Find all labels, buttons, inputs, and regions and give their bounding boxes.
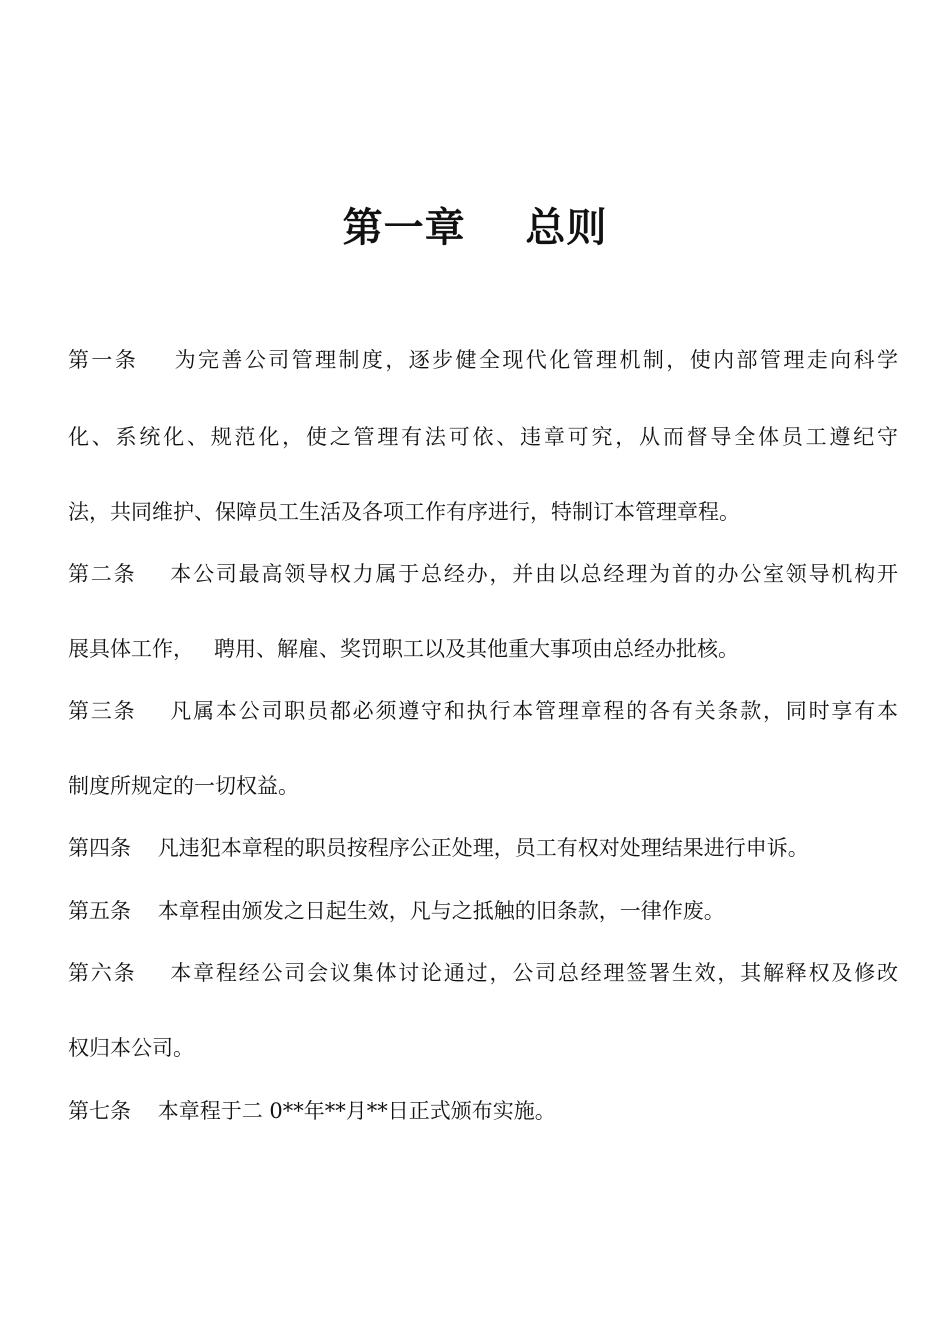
article-1-line-3: 法，共同维护、保障员工生活及各项工作有序进行，特制订本管理章程。 [68, 500, 740, 524]
article-3-line-2: 制度所规定的一切权益。 [68, 774, 299, 798]
article-2-line-2: 展具体工作， 聘用、解雇、奖罚职工以及其他重大事项由总经办批核。 [68, 637, 740, 661]
article-7: 第七条 本章程于二 0**年**月**日正式颁布实施。 [68, 1099, 556, 1123]
article-5: 第五条 本章程由颁发之日起生效，凡与之抵触的旧条款，一律作废。 [68, 899, 725, 923]
article-6-line-2: 权归本公司。 [68, 1036, 194, 1060]
article-1-line-2: 化、系统化、规范化，使之管理有法可依、违章可究，从而督导全体员工遵纪守 [68, 425, 898, 449]
article-6-line-1: 第六条 本章程经公司会议集体讨论通过，公司总经理签署生效，其解释权及修改 [68, 961, 898, 985]
chapter-title: 第一章 总则 [342, 205, 608, 251]
article-1-line-1: 第一条 为完善公司管理制度，逐步健全现代化管理机制，使内部管理走向科学 [68, 348, 898, 372]
article-3-line-1: 第三条 凡属本公司职员都必须遵守和执行本管理章程的各有关条款，同时享有本 [68, 699, 898, 723]
article-2-line-1: 第二条 本公司最高领导权力属于总经办，并由以总经理为首的办公室领导机构开 [68, 562, 898, 586]
article-4: 第四条 凡违犯本章程的职员按程序公正处理，员工有权对处理结果进行申诉。 [68, 836, 809, 860]
